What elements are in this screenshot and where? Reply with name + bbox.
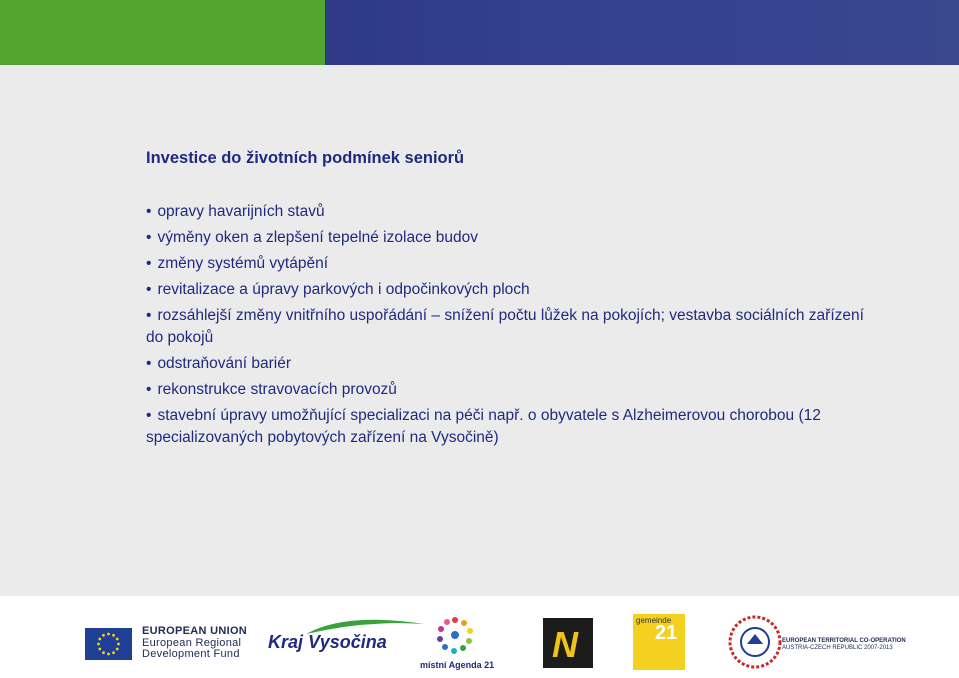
header-green-block: [0, 0, 325, 65]
list-item: • rekonstrukce stravovacích provozů: [146, 381, 397, 398]
bullet-icon: •: [146, 381, 152, 398]
bullet-icon: •: [146, 407, 152, 424]
list-item: • rozsáhlejší změny vnitřního uspořádání – snížení počtu lůžek na pokojích; vestavba sociálních zařízení do pokojů: [146, 307, 864, 346]
bullet-icon: •: [146, 355, 152, 372]
bullet-icon: •: [146, 203, 152, 220]
list-item: • výměny oken a zlepšení tepelné izolace budov: [146, 229, 478, 246]
etc-badge-icon: [727, 614, 783, 670]
mistni-agenda21-logo: místní Agenda 21: [420, 616, 500, 674]
eu-flag-icon: [85, 628, 132, 660]
etc-logo-text: EUROPEAN TERRITORIAL CO-OPERATION AUSTRIA-CZECH REPUBLIC 2007-2013: [782, 638, 906, 651]
header-banner: [0, 0, 959, 65]
gemeinde21-logo: gemeinde 21: [633, 614, 685, 670]
list-item: • revitalizace a úpravy parkových i odpočinkových ploch: [146, 281, 530, 298]
list-item: • opravy havarijních stavů: [146, 203, 325, 220]
bullet-icon: •: [146, 307, 152, 324]
slide-title: Investice do životních podmínek seniorů: [146, 149, 465, 167]
list-item: • stavební úpravy umožňující specializaci na péči např. o obyvatele s Alzheimerovou chorobou (12 specializovaných pobytových zařízení na Vysočině): [146, 407, 821, 446]
eu-logo-text: EUROPEAN UNION European Regional Development Fund: [142, 625, 248, 660]
bullet-list: [146, 201, 866, 449]
footer-logos: [0, 596, 959, 678]
kraj-vysocina-logo: Kraj Vysočina: [268, 632, 387, 653]
bullet-icon: •: [146, 255, 152, 272]
bullet-icon: •: [146, 281, 152, 298]
header-blue-block: [325, 0, 959, 65]
kraj-swoosh-icon: [306, 618, 426, 636]
agenda21-dots-icon: [420, 616, 490, 658]
slide-content: [0, 65, 959, 596]
list-item: • odstraňování bariér: [146, 355, 291, 372]
list-item: • změny systémů vytápění: [146, 255, 329, 272]
n-logo: N: [543, 618, 593, 668]
bullet-icon: •: [146, 229, 152, 246]
